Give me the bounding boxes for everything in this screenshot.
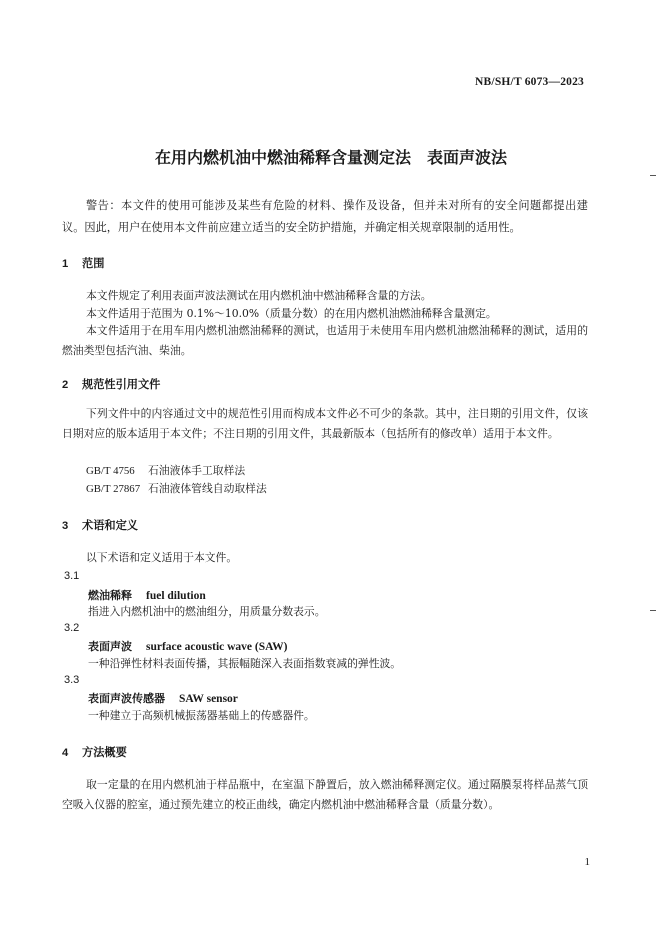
term-zh: 燃油稀释 [88,589,132,602]
term-en: SAW sensor [179,693,238,705]
scope-paragraph-2: 本文件适用于范围为 0.1%～10.0%（质量分数）的在用内燃机油燃油稀释含量测定。 [86,307,497,320]
scope-paragraph-1: 本文件规定了利用表面声波法测试在用内燃机油中燃油稀释含量的方法。 [86,289,432,302]
term-definition: 一种建立于高频机械振荡器基础上的传感器件。 [88,709,315,722]
section-title: 方法概要 [82,746,127,759]
reference-item [86,463,245,478]
scan-edge-mark [650,610,656,611]
term-zh: 表面声波 [88,640,132,653]
reference-code: GB/T 4756 [86,465,135,477]
term-name [88,587,206,603]
section-number: 1 [62,258,69,270]
reference-item [86,481,267,496]
section-title: 术语和定义 [82,519,138,532]
reference-code: GB/T 27867 [86,483,141,495]
warning-paragraph: 警告：本文件的使用可能涉及某些有危险的材料、操作及设备，但并未对所有的安全问题都提出建议。因此，用户在使用本文件前应建立适当的安全防护措施，并确定相关规章限制的适用性。 [62,199,588,234]
section-2-heading [62,376,160,392]
term-definition: 指进入内燃机油中的燃油组分，用质量分数表示。 [88,605,326,618]
term-en: surface acoustic wave (SAW) [146,641,288,653]
term-name [88,690,238,706]
document-title: 在用内燃机油中燃油稀释含量测定法 表面声波法 [154,148,507,167]
section-4-heading [62,744,127,760]
term-zh: 表面声波传感器 [88,692,165,705]
section-3-heading [62,517,138,533]
term-number: 3.3 [64,674,80,686]
normative-refs-intro: 下列文件中的内容通过文中的规范性引用而构成本文件必不可少的条款。其中，注日期的引用文件，仅该日期对应的版本适用于本文件；不注日期的引用文件，其最新版本（包括所有的修改单）适用于本文件。 [62,407,588,440]
term-number: 3.1 [64,570,80,582]
section-1-heading [62,255,104,271]
terms-intro: 以下术语和定义适用于本文件。 [86,551,238,564]
term-en: fuel dilution [146,590,206,602]
term-name [88,638,288,654]
page-number: 1 [584,856,590,868]
scope-paragraph-3: 本文件适用于在用车用内燃机油燃油稀释的测试，也适用于未使用车用内燃机油燃油稀释的测试，适用的燃油类型包括汽油、柴油。 [62,324,588,357]
reference-name: 石油液体管线自动取样法 [148,482,267,495]
section-number: 3 [62,520,69,532]
method-summary-paragraph: 取一定量的在用内燃机油于样品瓶中，在室温下静置后，放入燃油稀释测定仪。通过隔膜泵将样品蒸气顶空吸入仪器的腔室，通过预先建立的校正曲线，确定内燃机油中燃油稀释含量（质量分数）。 [62,778,588,811]
term-definition: 一种沿弹性材料表面传播，其振幅随深入表面指数衰减的弹性波。 [88,657,402,670]
section-title: 规范性引用文件 [82,378,161,391]
reference-name: 石油液体手工取样法 [148,464,246,477]
scan-edge-mark [650,175,656,176]
standard-code: NB/SH/T 6073—2023 [475,76,584,88]
section-number: 4 [62,747,69,759]
term-number: 3.2 [64,622,80,634]
section-title: 范围 [82,257,105,270]
section-number: 2 [62,379,69,391]
